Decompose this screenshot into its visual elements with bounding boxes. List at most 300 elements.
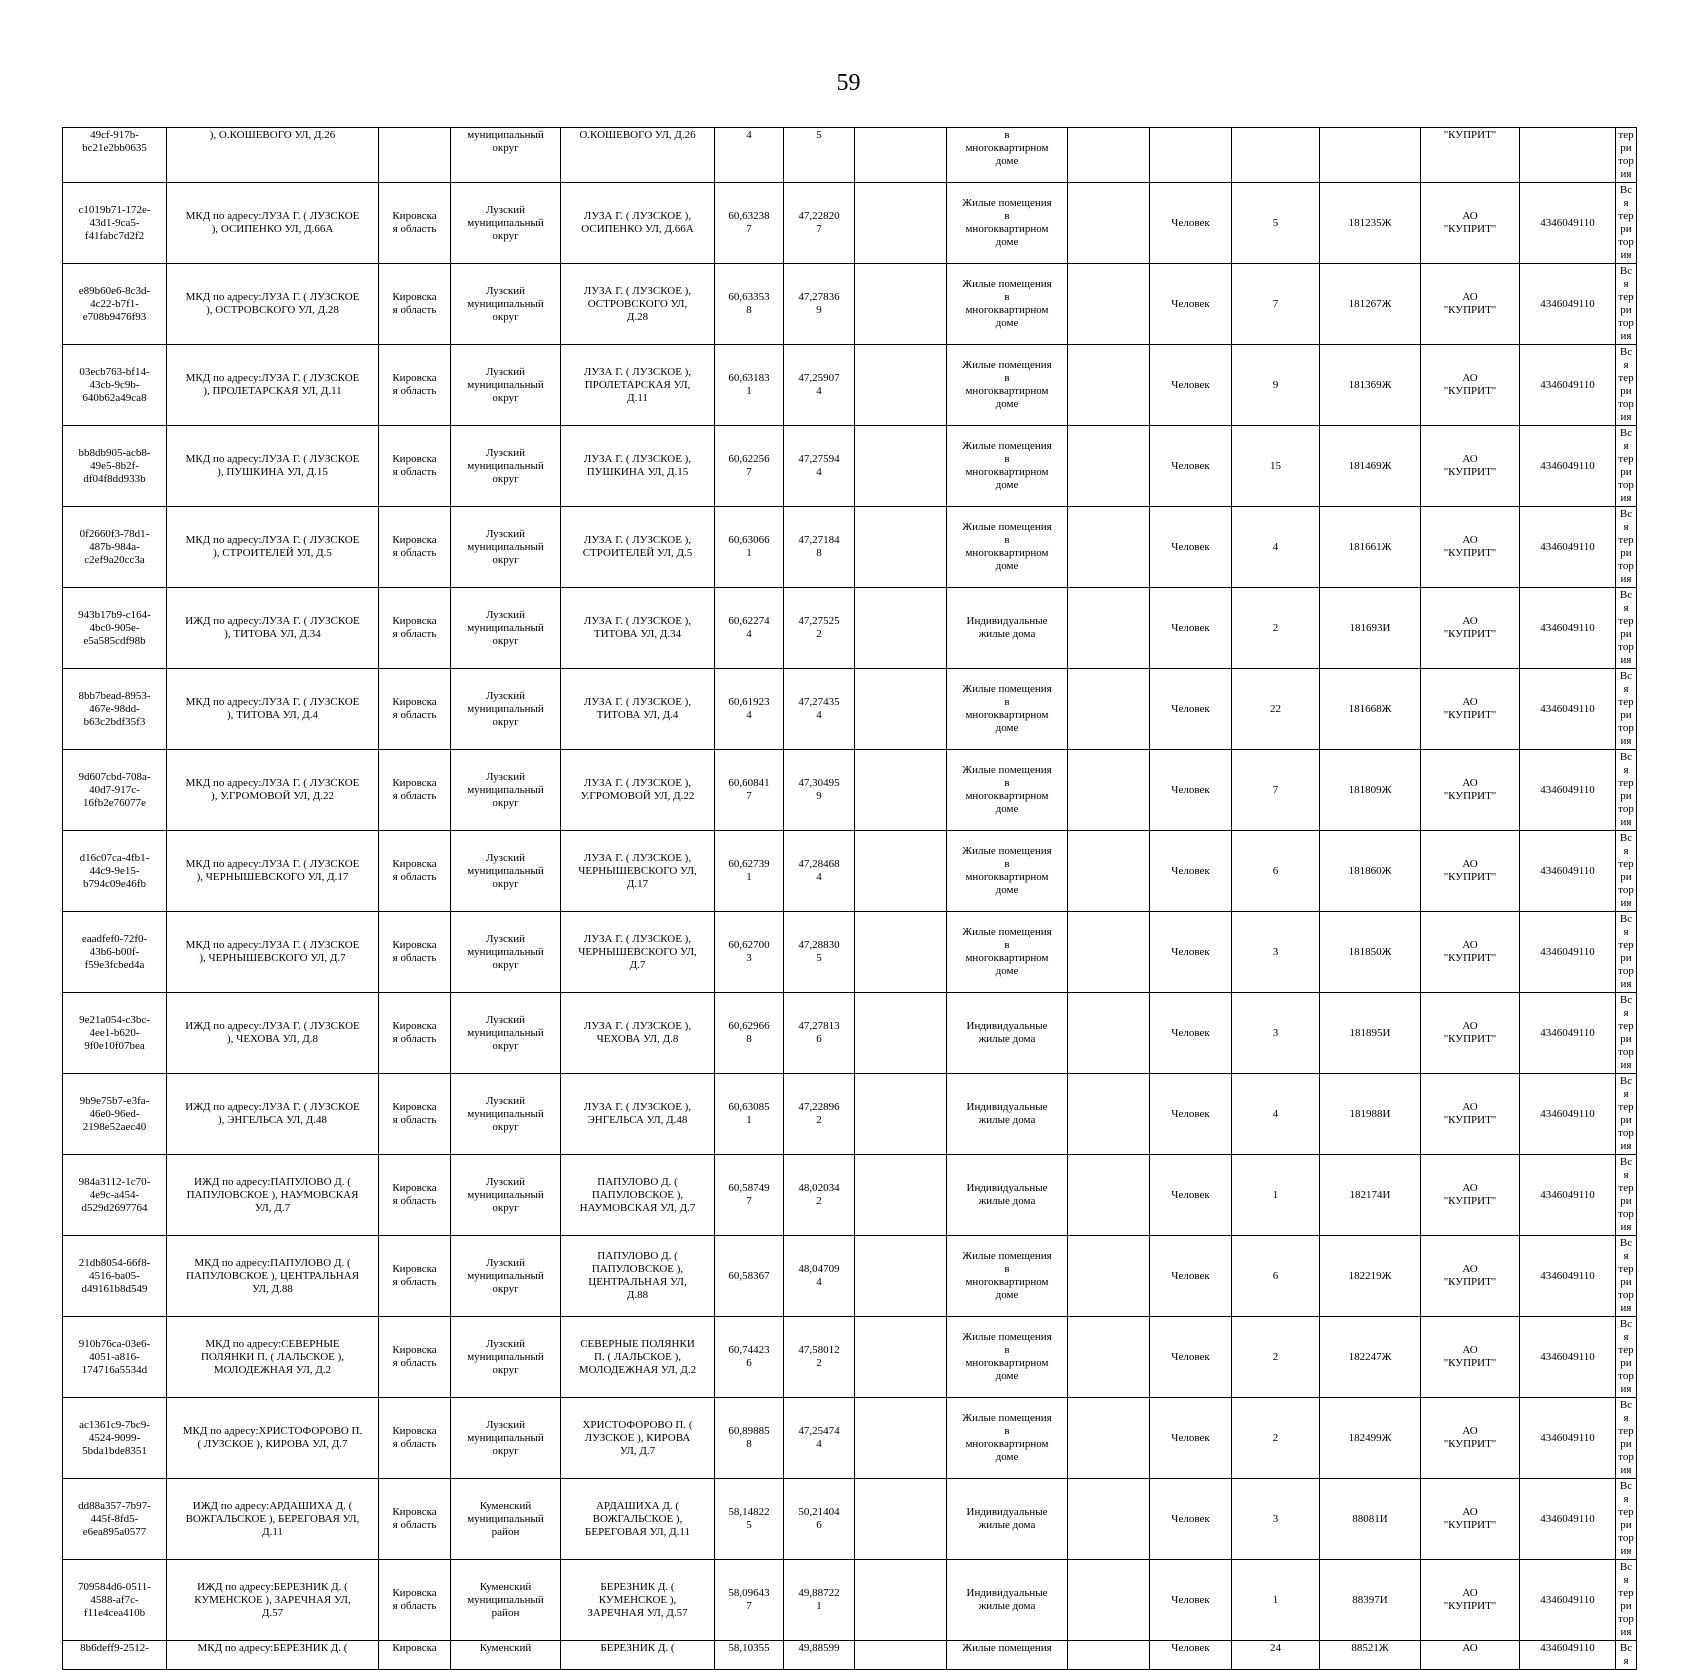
cell-address: ЛУЗА Г. ( ЛУЗСКОЕ ), ЧЕХОВА УЛ, Д.8 — [561, 993, 715, 1074]
cell-unit: Человек — [1150, 1641, 1232, 1670]
cell-inn: 4346049110 — [1520, 1560, 1616, 1641]
cell-region: Кировска я область — [379, 1398, 451, 1479]
cell-blank1 — [855, 507, 947, 588]
cell-address: ЛУЗА Г. ( ЛУЗСКОЕ ), ОСТРОВСКОГО УЛ, Д.28 — [561, 264, 715, 345]
cell-org: АО "КУПРИТ" — [1421, 750, 1520, 831]
cell-region: Кировска я область — [379, 426, 451, 507]
cell-unit: Человек — [1150, 1155, 1232, 1236]
cell-qty: 3 — [1232, 912, 1320, 993]
cell-lat: 60,89885 8 — [715, 1398, 784, 1479]
cell-blank2 — [1068, 831, 1150, 912]
cell-inn: 4346049110 — [1520, 1236, 1616, 1317]
cell-blank2 — [1068, 1479, 1150, 1560]
table-row — [63, 507, 1637, 588]
cell-id: 984a3112-1c70- 4e9c-a454- d529d2697764 — [63, 1155, 167, 1236]
cell-unit: Человек — [1150, 993, 1232, 1074]
cell-blank2 — [1068, 912, 1150, 993]
cell-region: Кировска я область — [379, 1317, 451, 1398]
cell-unit: Человек — [1150, 588, 1232, 669]
cell-org: АО "КУПРИТ" — [1421, 1398, 1520, 1479]
table-row — [63, 750, 1637, 831]
cell-blank1 — [855, 264, 947, 345]
cell-type: Жилые помещения в многоквартирном доме — [947, 507, 1068, 588]
cell-region: Кировска я область — [379, 183, 451, 264]
cell-inn: 4346049110 — [1520, 750, 1616, 831]
cell-org: АО "КУПРИТ" — [1421, 1074, 1520, 1155]
cell-blank2 — [1068, 128, 1150, 183]
cell-region: Кировска я область — [379, 1236, 451, 1317]
cell-region: Кировска я область — [379, 588, 451, 669]
cell-lat: 60,63066 1 — [715, 507, 784, 588]
cell-unit: Человек — [1150, 1560, 1232, 1641]
cell-inn: 4346049110 — [1520, 669, 1616, 750]
cell-qty: 7 — [1232, 750, 1320, 831]
cell-address: ПАПУЛОВО Д. ( ПАПУЛОВСКОЕ ), ЦЕНТРАЛЬНАЯ УЛ, Д.88 — [561, 1236, 715, 1317]
cell-lon: 47,28468 4 — [784, 831, 855, 912]
cell-address: ЛУЗА Г. ( ЛУЗСКОЕ ), СТРОИТЕЛЕЙ УЛ, Д.5 — [561, 507, 715, 588]
cell-address: ЛУЗА Г. ( ЛУЗСКОЕ ), ЭНГЕЛЬСА УЛ, Д.48 — [561, 1074, 715, 1155]
cell-qty: 15 — [1232, 426, 1320, 507]
cell-id: 8bb7bead-8953- 467e-98dd- b63c2bdf35f3 — [63, 669, 167, 750]
cell-org: АО "КУПРИТ" — [1421, 1479, 1520, 1560]
cell-blank2 — [1068, 183, 1150, 264]
cell-address: ЛУЗА Г. ( ЛУЗСКОЕ ), ТИТОВА УЛ, Д.34 — [561, 588, 715, 669]
cell-lon: 47,22820 7 — [784, 183, 855, 264]
cell-id: 8b6deff9-2512- — [63, 1641, 167, 1670]
cell-type: Жилые помещения в многоквартирном доме — [947, 345, 1068, 426]
cell-district: Куменский муниципальный район — [451, 1479, 561, 1560]
cell-type: Индивидуальные жилые дома — [947, 993, 1068, 1074]
cell-territory: Вся территория — [1616, 264, 1637, 345]
cell-district: Лузский муниципальный округ — [451, 264, 561, 345]
cell-blank1 — [855, 750, 947, 831]
cell-type: Жилые помещения в многоквартирном доме — [947, 1317, 1068, 1398]
cell-name: МКД по адресу:ЛУЗА Г. ( ЛУЗСКОЕ ), ПУШКИНА УЛ, Д.15 — [167, 426, 379, 507]
cell-inn: 4346049110 — [1520, 1479, 1616, 1560]
cell-district: Лузский муниципальный округ — [451, 588, 561, 669]
cell-unit: Человек — [1150, 426, 1232, 507]
cell-id: dd88a357-7b97- 445f-8fd5- e6ea895a0577 — [63, 1479, 167, 1560]
cell-id: eaadfef0-72f0- 43b6-b00f- f59e3fcbed4a — [63, 912, 167, 993]
cell-inn: 4346049110 — [1520, 1398, 1616, 1479]
cell-id: 21db8054-66f8- 4516-ba05- d49161b8d549 — [63, 1236, 167, 1317]
table-row — [63, 426, 1637, 507]
cell-name: МКД по адресу:ЛУЗА Г. ( ЛУЗСКОЕ ), ЧЕРНЫШЕВСКОГО УЛ, Д.17 — [167, 831, 379, 912]
cell-unit: Человек — [1150, 1317, 1232, 1398]
cell-unit: Человек — [1150, 669, 1232, 750]
cell-lat: 60,63085 1 — [715, 1074, 784, 1155]
cell-unit: Человек — [1150, 831, 1232, 912]
cell-inn: 4346049110 — [1520, 993, 1616, 1074]
cell-inn: 4346049110 — [1520, 1317, 1616, 1398]
cell-code: 181895И — [1320, 993, 1421, 1074]
cell-address: ХРИСТОФОРОВО П. ( ЛУЗСКОЕ ), КИРОВА УЛ, Д.7 — [561, 1398, 715, 1479]
cell-district: Лузский муниципальный округ — [451, 1398, 561, 1479]
cell-qty: 9 — [1232, 345, 1320, 426]
cell-id: e89b60e6-8c3d- 4c22-b7f1- e708b9476f93 — [63, 264, 167, 345]
cell-name: ИЖД по адресу:ЛУЗА Г. ( ЛУЗСКОЕ ), ТИТОВА УЛ, Д.34 — [167, 588, 379, 669]
cell-blank1 — [855, 912, 947, 993]
cell-territory: Вся территория — [1616, 426, 1637, 507]
cell-qty: 1 — [1232, 1560, 1320, 1641]
cell-name: МКД по адресу:ХРИСТОФОРОВО П. ( ЛУЗСКОЕ ), КИРОВА УЛ, Д.7 — [167, 1398, 379, 1479]
page-number: 59 — [836, 70, 861, 96]
cell-id: ac1361c9-7bc9- 4524-9099- 5bda1bde8351 — [63, 1398, 167, 1479]
cell-blank2 — [1068, 588, 1150, 669]
table-row — [63, 345, 1637, 426]
cell-territory: Вся территория — [1616, 912, 1637, 993]
cell-region: Кировска я область — [379, 993, 451, 1074]
cell-lat: 4 — [715, 128, 784, 183]
cell-name: ИЖД по адресу:ПАПУЛОВО Д. ( ПАПУЛОВСКОЕ ), НАУМОВСКАЯ УЛ, Д.7 — [167, 1155, 379, 1236]
cell-inn — [1520, 128, 1616, 183]
cell-lon: 5 — [784, 128, 855, 183]
cell-code: 88397И — [1320, 1560, 1421, 1641]
cell-blank1 — [855, 1560, 947, 1641]
cell-lon: 49,88599 — [784, 1641, 855, 1670]
cell-lat: 60,63183 1 — [715, 345, 784, 426]
cell-lat: 60,62700 3 — [715, 912, 784, 993]
cell-id: 9d607cbd-708a- 40d7-917c- 16fb2e76077e — [63, 750, 167, 831]
cell-blank1 — [855, 183, 947, 264]
cell-code: 181850Ж — [1320, 912, 1421, 993]
cell-address: БЕРЕЗНИК Д. ( КУМЕНСКОЕ ), ЗАРЕЧНАЯ УЛ, Д.57 — [561, 1560, 715, 1641]
cell-region: Кировска — [379, 1641, 451, 1670]
cell-district: Лузский муниципальный округ — [451, 993, 561, 1074]
cell-unit: Человек — [1150, 1398, 1232, 1479]
cell-district: Лузский муниципальный округ — [451, 831, 561, 912]
cell-blank2 — [1068, 1560, 1150, 1641]
cell-qty: 5 — [1232, 183, 1320, 264]
cell-unit: Человек — [1150, 507, 1232, 588]
table-row — [63, 1641, 1637, 1670]
cell-code: 88521Ж — [1320, 1641, 1421, 1670]
cell-qty: 6 — [1232, 1236, 1320, 1317]
cell-org: АО "КУПРИТ" — [1421, 588, 1520, 669]
cell-territory: Вся территория — [1616, 831, 1637, 912]
cell-unit: Человек — [1150, 1479, 1232, 1560]
cell-type: Индивидуальные жилые дома — [947, 1479, 1068, 1560]
cell-qty: 3 — [1232, 1479, 1320, 1560]
cell-org: АО "КУПРИТ" — [1421, 264, 1520, 345]
cell-unit: Человек — [1150, 183, 1232, 264]
cell-region: Кировска я область — [379, 1479, 451, 1560]
cell-id: 943b17b9-c164- 4bc0-905e- e5a585cdf98b — [63, 588, 167, 669]
cell-territory: Вся территория — [1616, 669, 1637, 750]
cell-lat: 60,61923 4 — [715, 669, 784, 750]
cell-district: Куменский муниципальный район — [451, 1560, 561, 1641]
cell-name: МКД по адресу:ЛУЗА Г. ( ЛУЗСКОЕ ), ОСИПЕНКО УЛ, Д.66А — [167, 183, 379, 264]
cell-territory: Вся территория — [1616, 1236, 1637, 1317]
cell-lon: 50,21404 6 — [784, 1479, 855, 1560]
cell-district: Лузский муниципальный округ — [451, 345, 561, 426]
cell-org: АО "КУПРИТ" — [1421, 831, 1520, 912]
cell-id: d16c07ca-4fb1- 44c9-9e15- b794c09e46fb — [63, 831, 167, 912]
cell-qty: 22 — [1232, 669, 1320, 750]
cell-district: Лузский муниципальный округ — [451, 507, 561, 588]
cell-territory: Вся территория — [1616, 507, 1637, 588]
cell-org: АО "КУПРИТ" — [1421, 345, 1520, 426]
cell-lat: 60,62256 7 — [715, 426, 784, 507]
cell-name: МКД по адресу:ПАПУЛОВО Д. ( ПАПУЛОВСКОЕ ), ЦЕНТРАЛЬНАЯ УЛ, Д.88 — [167, 1236, 379, 1317]
cell-code: 181988И — [1320, 1074, 1421, 1155]
cell-address: ЛУЗА Г. ( ЛУЗСКОЕ ), ПУШКИНА УЛ, Д.15 — [561, 426, 715, 507]
table-row — [63, 1479, 1637, 1560]
cell-unit: Человек — [1150, 750, 1232, 831]
cell-code: 181693И — [1320, 588, 1421, 669]
cell-blank2 — [1068, 1641, 1150, 1670]
cell-lon: 49,88722 1 — [784, 1560, 855, 1641]
cell-lat: 58,14822 5 — [715, 1479, 784, 1560]
cell-id: 910b76ca-03e6- 4051-a816- 174716a5534d — [63, 1317, 167, 1398]
cell-blank2 — [1068, 507, 1150, 588]
cell-code: 181860Ж — [1320, 831, 1421, 912]
cell-org: АО "КУПРИТ" — [1421, 183, 1520, 264]
cell-code: 181668Ж — [1320, 669, 1421, 750]
cell-name: ), О.КОШЕВОГО УЛ, Д.26 — [167, 128, 379, 183]
cell-org: АО "КУПРИТ" — [1421, 507, 1520, 588]
cell-name: МКД по адресу:ЛУЗА Г. ( ЛУЗСКОЕ ), ЧЕРНЫШЕВСКОГО УЛ, Д.7 — [167, 912, 379, 993]
cell-code: 181235Ж — [1320, 183, 1421, 264]
cell-blank1 — [855, 1398, 947, 1479]
cell-unit: Человек — [1150, 345, 1232, 426]
cell-blank1 — [855, 426, 947, 507]
cell-address: ЛУЗА Г. ( ЛУЗСКОЕ ), У.ГРОМОВОЙ УЛ, Д.22 — [561, 750, 715, 831]
cell-district: муниципальный округ — [451, 128, 561, 183]
cell-name: МКД по адресу:ЛУЗА Г. ( ЛУЗСКОЕ ), У.ГРОМОВОЙ УЛ, Д.22 — [167, 750, 379, 831]
table-row — [63, 831, 1637, 912]
cell-id: bb8db905-acb8- 49e5-8b2f- df04f8dd933b — [63, 426, 167, 507]
cell-lon: 47,27184 8 — [784, 507, 855, 588]
cell-territory: Вся территория — [1616, 750, 1637, 831]
table-row — [63, 1560, 1637, 1641]
cell-address: ЛУЗА Г. ( ЛУЗСКОЕ ), ПРОЛЕТАРСКАЯ УЛ, Д.11 — [561, 345, 715, 426]
table-row — [63, 1398, 1637, 1479]
cell-type: Жилые помещения в многоквартирном доме — [947, 912, 1068, 993]
cell-inn: 4346049110 — [1520, 345, 1616, 426]
table-row — [63, 128, 1637, 183]
cell-qty: 1 — [1232, 1155, 1320, 1236]
table-row — [63, 993, 1637, 1074]
cell-code: 181661Ж — [1320, 507, 1421, 588]
cell-region: Кировска я область — [379, 912, 451, 993]
cell-type: Жилые помещения — [947, 1641, 1068, 1670]
cell-qty: 24 — [1232, 1641, 1320, 1670]
table-row — [63, 1074, 1637, 1155]
cell-territory: Вся территория — [1616, 183, 1637, 264]
cell-lat: 60,63353 8 — [715, 264, 784, 345]
cell-org: АО — [1421, 1641, 1520, 1670]
cell-code: 182499Ж — [1320, 1398, 1421, 1479]
cell-id: 709584d6-0511- 4588-af7c- f11e4cea410b — [63, 1560, 167, 1641]
cell-district: Лузский муниципальный округ — [451, 1236, 561, 1317]
cell-territory: Вся — [1616, 1641, 1637, 1670]
cell-name: МКД по адресу:ЛУЗА Г. ( ЛУЗСКОЕ ), ТИТОВА УЛ, Д.4 — [167, 669, 379, 750]
table-row — [63, 588, 1637, 669]
cell-lat: 60,58367 — [715, 1236, 784, 1317]
cell-blank2 — [1068, 426, 1150, 507]
cell-type: Жилые помещения в многоквартирном доме — [947, 669, 1068, 750]
cell-type: Жилые помещения в многоквартирном доме — [947, 750, 1068, 831]
cell-type: в многоквартирном доме — [947, 128, 1068, 183]
cell-code: 181267Ж — [1320, 264, 1421, 345]
cell-blank1 — [855, 128, 947, 183]
cell-org: АО "КУПРИТ" — [1421, 993, 1520, 1074]
cell-region: Кировска я область — [379, 669, 451, 750]
cell-org: АО "КУПРИТ" — [1421, 1560, 1520, 1641]
cell-lat: 60,63238 7 — [715, 183, 784, 264]
cell-lat: 58,09643 7 — [715, 1560, 784, 1641]
cell-address: ЛУЗА Г. ( ЛУЗСКОЕ ), ТИТОВА УЛ, Д.4 — [561, 669, 715, 750]
cell-lon: 47,25907 4 — [784, 345, 855, 426]
cell-org: АО "КУПРИТ" — [1421, 1236, 1520, 1317]
cell-address: ЛУЗА Г. ( ЛУЗСКОЕ ), ЧЕРНЫШЕВСКОГО УЛ, Д.17 — [561, 831, 715, 912]
cell-region — [379, 128, 451, 183]
cell-district: Куменский — [451, 1641, 561, 1670]
cell-unit: Человек — [1150, 264, 1232, 345]
cell-id: c1019b71-172e- 43d1-9ca5- f41fabc7d2f2 — [63, 183, 167, 264]
cell-territory: Вся территория — [1616, 1155, 1637, 1236]
cell-blank1 — [855, 1155, 947, 1236]
cell-unit: Человек — [1150, 912, 1232, 993]
cell-id: 9e21a054-c3bc- 4ee1-b620- 9f0e10f07bea — [63, 993, 167, 1074]
cell-address: АРДАШИХА Д. ( ВОЖГАЛЬСКОЕ ), БЕРЕГОВАЯ УЛ, Д.11 — [561, 1479, 715, 1560]
data-table — [62, 127, 1637, 1670]
table-row — [63, 1317, 1637, 1398]
table-row — [63, 912, 1637, 993]
cell-qty: 2 — [1232, 1398, 1320, 1479]
cell-territory: Вся территория — [1616, 1398, 1637, 1479]
cell-org: "КУПРИТ" — [1421, 128, 1520, 183]
cell-inn: 4346049110 — [1520, 426, 1616, 507]
cell-lon: 47,27836 9 — [784, 264, 855, 345]
cell-blank2 — [1068, 1155, 1150, 1236]
cell-id: 49cf-917b- bc21e2bb0635 — [63, 128, 167, 183]
cell-region: Кировска я область — [379, 1074, 451, 1155]
cell-type: Индивидуальные жилые дома — [947, 1560, 1068, 1641]
cell-id: 03ecb763-bf14- 43cb-9c9b- 640b62a49ca8 — [63, 345, 167, 426]
cell-qty — [1232, 128, 1320, 183]
cell-name: ИЖД по адресу:БЕРЕЗНИК Д. ( КУМЕНСКОЕ ), ЗАРЕЧНАЯ УЛ, Д.57 — [167, 1560, 379, 1641]
cell-district: Лузский муниципальный округ — [451, 912, 561, 993]
table-row — [63, 669, 1637, 750]
cell-lat: 58,10355 — [715, 1641, 784, 1670]
cell-unit: Человек — [1150, 1074, 1232, 1155]
cell-qty: 2 — [1232, 1317, 1320, 1398]
cell-territory: территория — [1616, 128, 1637, 183]
table-row — [63, 183, 1637, 264]
table-body — [63, 128, 1637, 1670]
cell-type: Жилые помещения в многоквартирном доме — [947, 183, 1068, 264]
cell-address: О.КОШЕВОГО УЛ, Д.26 — [561, 128, 715, 183]
cell-qty: 3 — [1232, 993, 1320, 1074]
cell-code: 182247Ж — [1320, 1317, 1421, 1398]
cell-lat: 60,62739 1 — [715, 831, 784, 912]
cell-inn: 4346049110 — [1520, 264, 1616, 345]
cell-lat: 60,74423 6 — [715, 1317, 784, 1398]
cell-org: АО "КУПРИТ" — [1421, 426, 1520, 507]
cell-lon: 47,30495 9 — [784, 750, 855, 831]
cell-lon: 47,28830 5 — [784, 912, 855, 993]
cell-name: МКД по адресу:СЕВЕРНЫЕ ПОЛЯНКИ П. ( ЛАЛЬСКОЕ ), МОЛОДЕЖНАЯ УЛ, Д.2 — [167, 1317, 379, 1398]
cell-district: Лузский муниципальный округ — [451, 183, 561, 264]
cell-territory: Вся территория — [1616, 588, 1637, 669]
cell-region: Кировска я область — [379, 345, 451, 426]
cell-lon: 47,22896 2 — [784, 1074, 855, 1155]
cell-blank1 — [855, 831, 947, 912]
cell-id: 0f2660f3-78d1- 487b-984a- c2ef9a20cc3a — [63, 507, 167, 588]
cell-blank1 — [855, 1074, 947, 1155]
cell-qty: 7 — [1232, 264, 1320, 345]
cell-unit: Человек — [1150, 1236, 1232, 1317]
cell-inn: 4346049110 — [1520, 1074, 1616, 1155]
cell-territory: Вся территория — [1616, 1317, 1637, 1398]
cell-lat: 60,62274 4 — [715, 588, 784, 669]
cell-lon: 47,58012 2 — [784, 1317, 855, 1398]
cell-blank2 — [1068, 750, 1150, 831]
cell-lon: 47,27813 6 — [784, 993, 855, 1074]
cell-blank1 — [855, 345, 947, 426]
cell-type: Жилые помещения в многоквартирном доме — [947, 831, 1068, 912]
cell-blank1 — [855, 1479, 947, 1560]
cell-region: Кировска я область — [379, 831, 451, 912]
cell-type: Жилые помещения в многоквартирном доме — [947, 264, 1068, 345]
cell-address: ЛУЗА Г. ( ЛУЗСКОЕ ), ЧЕРНЫШЕВСКОГО УЛ, Д.7 — [561, 912, 715, 993]
cell-type: Индивидуальные жилые дома — [947, 588, 1068, 669]
cell-qty: 4 — [1232, 1074, 1320, 1155]
cell-district: Лузский муниципальный округ — [451, 750, 561, 831]
cell-region: Кировска я область — [379, 750, 451, 831]
cell-blank2 — [1068, 1074, 1150, 1155]
cell-id: 9b9e75b7-e3fa- 46e0-96ed- 2198e52aec40 — [63, 1074, 167, 1155]
cell-territory: Вся территория — [1616, 1074, 1637, 1155]
cell-region: Кировска я область — [379, 507, 451, 588]
table-row — [63, 264, 1637, 345]
table-row — [63, 1236, 1637, 1317]
cell-territory: Вся территория — [1616, 993, 1637, 1074]
cell-lat: 60,60841 7 — [715, 750, 784, 831]
cell-blank1 — [855, 1317, 947, 1398]
cell-blank2 — [1068, 345, 1150, 426]
cell-inn: 4346049110 — [1520, 1155, 1616, 1236]
cell-type: Жилые помещения в многоквартирном доме — [947, 426, 1068, 507]
cell-address: БЕРЕЗНИК Д. ( — [561, 1641, 715, 1670]
cell-territory: Вся территория — [1616, 1479, 1637, 1560]
cell-inn: 4346049110 — [1520, 588, 1616, 669]
cell-district: Лузский муниципальный округ — [451, 1317, 561, 1398]
cell-inn: 4346049110 — [1520, 912, 1616, 993]
cell-unit — [1150, 128, 1232, 183]
cell-name: ИЖД по адресу:АРДАШИХА Д. ( ВОЖГАЛЬСКОЕ ), БЕРЕГОВАЯ УЛ, Д.11 — [167, 1479, 379, 1560]
cell-territory: Вся территория — [1616, 345, 1637, 426]
cell-type: Индивидуальные жилые дома — [947, 1155, 1068, 1236]
cell-org: АО "КУПРИТ" — [1421, 1317, 1520, 1398]
cell-qty: 2 — [1232, 588, 1320, 669]
cell-blank1 — [855, 1236, 947, 1317]
table-row — [63, 1155, 1637, 1236]
cell-region: Кировска я область — [379, 264, 451, 345]
cell-district: Лузский муниципальный округ — [451, 1074, 561, 1155]
cell-org: АО "КУПРИТ" — [1421, 1155, 1520, 1236]
cell-code: 88081И — [1320, 1479, 1421, 1560]
cell-type: Жилые помещения в многоквартирном доме — [947, 1398, 1068, 1479]
cell-address: СЕВЕРНЫЕ ПОЛЯНКИ П. ( ЛАЛЬСКОЕ ), МОЛОДЕЖНАЯ УЛ, Д.2 — [561, 1317, 715, 1398]
cell-name: МКД по адресу:ЛУЗА Г. ( ЛУЗСКОЕ ), СТРОИТЕЛЕЙ УЛ, Д.5 — [167, 507, 379, 588]
cell-inn: 4346049110 — [1520, 183, 1616, 264]
cell-code: 181469Ж — [1320, 426, 1421, 507]
cell-qty: 4 — [1232, 507, 1320, 588]
cell-blank1 — [855, 669, 947, 750]
